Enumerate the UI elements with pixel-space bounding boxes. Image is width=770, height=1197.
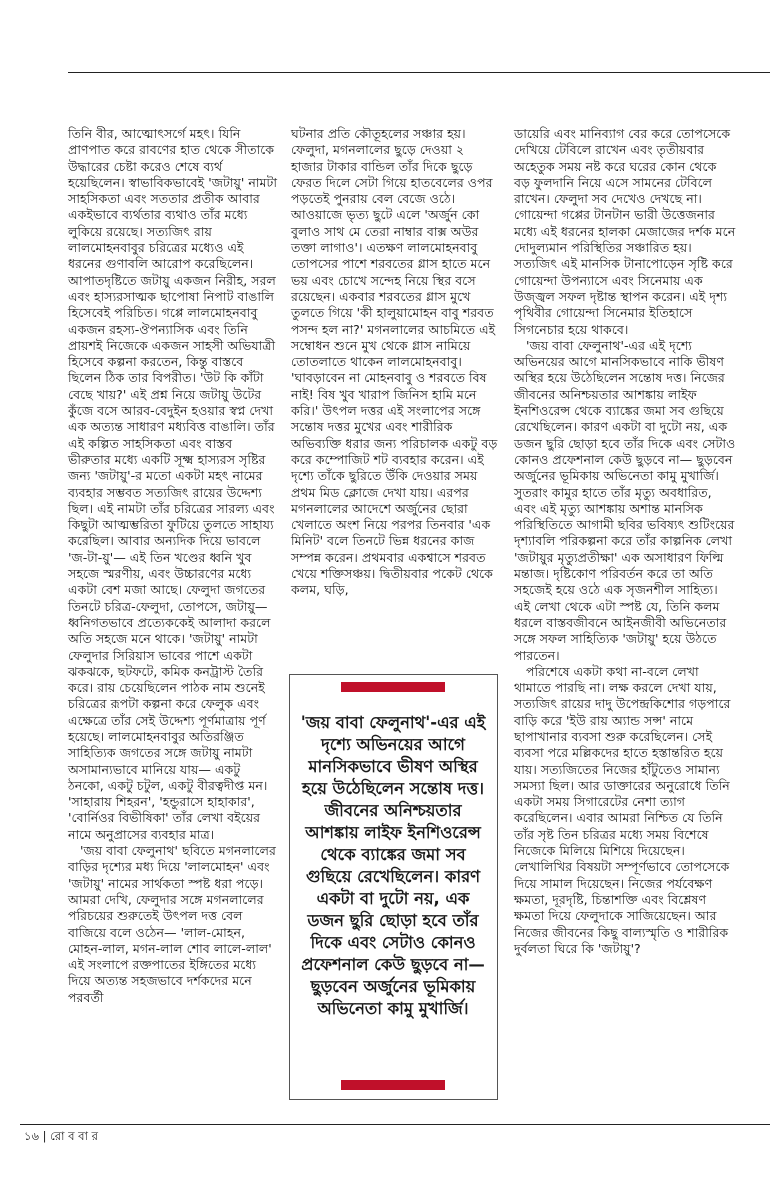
pullquote-bottom-bar	[341, 1080, 445, 1090]
article-column-1	[68, 126, 278, 1006]
col3-paragraph-1: ডায়েরি এবং মানিব্যাগ বের করে তোপসেকে দেখিয়ে টেবিলে রাখেন এবং তৃতীয়বার অহেতুক সময় নষ্ট করে ঘরের কোন থেকে বড় ফুলদানি নিয়ে এসে সামনের টেবিলে রাখেন। ফেলুদা সব দেখেও দেখছে না। গোয়েন্দা গপ্পের টানটান ভারী উত্তেজনার মধ্যে এই ধরনের হালকা মেজাজের দর্শক মনে দোদুল্যমান পরিস্থিতির সঞ্চারিত হয়। সত্যজিৎ এই মানসিক টানাপোড়েন সৃষ্টি করে গোয়েন্দা উপন্যাসে এবং সিনেমায় এক উজ্জ্বল সফল দৃষ্টান্ত স্থাপন করেন। এই দৃশ্য পৃথিবীর গোয়েন্দা সিনেমার ইতিহাসে সিগনেচার হয়ে থাকবে।	[514, 126, 736, 337]
page-number: ১৬	[24, 1129, 39, 1143]
page-footer	[24, 1128, 98, 1147]
pullquote-text: 'জয় বাবা ফেলুনাথ'-এর এই দৃশ্যে অভিনয়ের আগে মানসিকভাবে ভীষণ অস্থির হয়ে উঠেছিলেন সন্তোষ দত্ত। জীবনের অনিশ্চয়তার আশঙ্কায় লাইফ ইনশিওরেন্স থেকে ব্যাঙ্কের জমা সব গুছিয়ে রেখেছিলেন। কারণ একটা বা দুটো নয়, এক ডজন ছুরি ছোড়া হবে তাঁর দিকে এবং সেটাও কোনও প্রফেশনাল কেউ ছুড়বে না— ছুড়বেন অর্জুনের ভূমিকায় অভিনেতা কামু মুখার্জি।	[300, 713, 486, 1018]
col1-paragraph-2: 'জয় বাবা ফেলুনাথ' ছবিতে মগনলালের বাড়ির দৃশ্যের মধ্য দিয়ে 'লালমোহন' এবং 'জটায়ু' নামের সার্থকতা স্পষ্ট ধরা পড়ে। আমরা দেখি, ফেলুদার সঙ্গে মগনলালের পরিচয়ের শুরুতেই উৎপল দত্ত বেল বাজিয়ে বলে ওঠেন— 'লাল-মোহন, মোহন-লাল, মগন-লাল শোব লালে-লাল' এই সংলাপে রক্তপাতের ইঙ্গিতের মধ্যে দিয়ে অত্যন্ত সহজভাবে দর্শকদের মনে পরবর্তী	[68, 843, 276, 1005]
col3-paragraph-3: পরিশেষে একটা কথা না-বলে লেখা থামাতে পারছি না। লক্ষ করলে দেখা যায়, সত্যজিৎ রায়ের দাদু উপেন্দ্রকিশোর গড়পারে বাড়ি করে 'ইউ রায় অ্যান্ড সন্স' নামে ছাপাখানার ব্যবসা শুরু করেছিলেন। সেই ব্যবসা পরে মল্লিকদের হাতে হস্তান্তরিত হয়ে যায়। সত্যজিতের নিজের হাঁটুতেও সামান্য সমস্যা ছিল। আর ডাক্তারের অনুরোধে তিনি একটা সময় সিগারেটের নেশা ত্যাগ করেছিলেন। এবার আমরা নিশ্চিত যে তিনি তাঁর সৃষ্ট তিন চরিত্রর মধ্যে সময় বিশেষে নিজেকে মিলিয়ে মিশিয়ে দিয়েছেন। লেখালিখির বিষয়টা সম্পূর্ণভাবে তোপসেকে দিয়ে সামাল দিয়েছেন। নিজের পর্যবেক্ষণ ক্ষমতা, দূরদৃষ্টি, চিন্তাশক্তি এবং বিশ্লেষণ ক্ষমতা দিয়ে ফেলুদাকে সাজিয়েছেন। আর নিজের জীবনের কিছু বাল্যস্মৃতি ও শারীরিক দুর্বলতা ঘিরে কি 'জটায়ু'?	[514, 663, 731, 956]
magazine-name: রো ব বা র	[50, 1129, 98, 1143]
col2-paragraph-1: ঘটনার প্রতি কৌতূহলের সঞ্চার হয়। ফেলুদা, মগনলালের ছুড়ে দেওয়া ২ হাজার টাকার বান্ডিল তাঁর দিকে ছুড়ে ফেরত দিলে সেটা গিয়ে হাতবেলের ওপর পড়তেই পুনরায় বেল বেজে ওঠে। আওয়াজে ভৃত্য ছুটে এলে 'অর্জুন কো বুলাও সাথ মে তেরা নাম্বার বাক্স অউর তক্তা লাগাও'। এতক্ষণ লালমোহনবাবু তোপসের পাশে শরবতের গ্লাস হাতে মনে ভয় এবং চোখে সন্দেহ নিয়ে স্থির বসে রয়েছেন। একবার শরবতের গ্লাস মুখে তুলতে গিয়ে 'কী হালুয়ামোহন বাবু শরবত পসন্দ হল না?' মগনলালের আচমিতে এই সম্বোধন শুনে মুখ থেকে গ্লাস নামিয়ে তোতলাতে থাকেন লালমোহনবাবু। 'ঘাবড়াবেন না মোহনবাবু ও শরবতে বিষ নাই! বিষ খুব খারাপ জিনিস হামি মনে করি।' উৎপল দত্তর এই সংলাপের সঙ্গে সন্তোষ দত্তর মুখের এবং শারীরিক অভিব্যক্তি ধরার জন্য পরিচালক একটু বড় করে কম্পোজিট শট ব্যবহার করেন। এই দৃশ্যে তাঁকে ছুরিতে উঁকি দেওয়ার সময় প্রথম মিড ক্লোজে দেখা যায়। এরপর মগনলালের আদেশে অর্জুনের ছোরা খেলাতে অংশ নিয়ে পরপর তিনবার 'এক মিনিট' বলে তিনটে ভিন্ন ধরনের কাজ সম্পন্ন করেন। প্রথমবার একশ্বাসে শরবত খেয়ে শক্তিসঞ্চয়। দ্বিতীয়বার পকেট থেকে কলম, ঘড়ি,	[291, 126, 498, 598]
col1-paragraph-1: তিনি বীর, আত্মোৎসর্গে মহৎ। যিনি প্রাণপাত করে রাবণের হাত থেকে সীতাকে উদ্ধারের চেষ্টা করেও শেষে ব্যর্থ হয়েছিলেন। স্বাভাবিকভাবেই 'জটায়ু' নামটা সাহসিকতা এবং সততার প্রতীক আবার একইভাবে ব্যর্থতার ব্যথাও তাঁর মধ্যে লুকিয়ে রয়েছে। সত্যজিৎ রায় লালমোহনবাবুর চরিত্রের মধ্যেও এই ধরনের গুণাবলি আরোপ করেছিলেন। আপাতদৃষ্টিতে জটায়ু একজন নিরীহ, সরল এবং হাস্যরসাত্মক ছাপোষা নিপাট বাঙালি হিসেবেই পরিচিত। গপ্পে লালমোহনবাবু একজন রহস্য-ঔপন্যাসিক এবং তিনি প্রায়শই নিজেকে একজন সাহসী অভিযাত্রী হিসেবে কল্পনা করতেন, কিন্তু বাস্তবে ছিলেন ঠিক তার বিপরীত। 'উট কি কাঁটা বেছে খায়?' এই প্রশ্ন নিয়ে জটায়ু উটের কুঁজে বসে আরব-বেদুইন হওয়ার স্বপ্ন দেখা এক অত্যন্ত সাধারণ মধ্যবিত্ত বাঙালি। তাঁর এই কল্পিত সাহসিকতা এবং বাস্তব ভীরুতার মধ্যে একটি সূক্ষ্ম হাস্যরস সৃষ্টির জন্য 'জটায়ু'-র মতো একটা মহৎ নামের ব্যবহার সম্ভবত সত্যজিৎ রায়ের উদ্দেশ্য ছিল। এই নামটা তাঁর চরিত্রের সারল্য এবং কিছুটা আত্মম্ভরিতা ফুটিয়ে তুলতে সাহায্য করেছিল। আবার অন্যদিক দিয়ে ভাবলে 'জ-টা-য়ু'— এই তিন খণ্ডের ধ্বনি খুব সহজে স্মরণীয়, এবং উচ্চারণের মধ্যে একটা বেশ মজা আছে। ফেলুদা জগতের তিনটে চরিত্র-ফেলুদা, তোপসে, জটায়ু— ধ্বনিগতভাবে প্রত্যেককেই আলাদা করলে অতি সহজে মনে থাকে। 'জটায়ু' নামটা ফেলুদার সিরিয়াস ভাবের পাশে একটা ঝকঝকে, ছটফটে, কমিক কনট্রাস্ট তৈরি করে। রায় চেয়েছিলেন পাঠক নাম শুনেই চরিত্রের রূপটা কল্পনা করে ফেলুক এবং এক্ষেত্রে তাঁর সেই উদ্দেশ্য পূর্ণমাত্রায় পূর্ণ হয়েছে। লালমোহনবাবুর অতিরঞ্জিত সাহিত্যিক জগতের সঙ্গে জটায়ু নামটা অসামান্যভাবে মানিয়ে যায়— একটু ঠনকো, একটু চটুল, একটু বীরত্বদীপ্ত মন। 'সাহারায় শিহরন', 'হন্ডুরাসে হাহাকার', 'বোর্নিওর বিভীষিকা' তাঁর লেখা বইয়ের নামে অনুপ্রাসের ব্যবহার মাত্র।	[68, 126, 278, 842]
pullquote-top-bar	[341, 682, 445, 692]
bottom-rule	[20, 1124, 770, 1125]
footer-separator: |	[42, 1129, 47, 1143]
col3-paragraph-2: 'জয় বাবা ফেলুনাথ'-এর এই দৃশ্যে অভিনয়ের আগে মানসিকভাবে নাকি ভীষণ অস্থির হয়ে উঠেছিলেন সন্তোষ দত্ত। নিজের জীবনের অনিশ্চয়তার আশঙ্কায় লাইফ ইনশিওরেন্স থেকে ব্যাঙ্কের জমা সব গুছিয়ে রেখেছিলেন। কারণ একটা বা দুটো নয়, এক ডজন ছুরি ছোড়া হবে তাঁর দিকে এবং সেটাও কোনও প্রফেশনাল কেউ ছুড়বে না— ছুড়বেন অর্জুনের ভূমিকায় অভিনেতা কামু মুখার্জি। সুতরাং কামুর হাতে তাঁর মৃত্যু অবধারিত, এবং এই মৃত্যু আশঙ্কায় অশান্ত মানসিক পরিস্থিতিতে আগামী ছবির ভবিষ্যৎ শুটিংয়ের দৃশ্যাবলি পরিকল্পনা করে তাঁর কাল্পনিক লেখা 'জটায়ুর মৃত্যুপ্রতীক্ষা' এক অসাধারণ ফিল্মি মন্তাজ। দৃষ্টিকোণ পরিবর্তন করে তা অতি সহজেই হয়ে ওঠে এক সৃজনশীল সাহিত্য। এই লেখা থেকে এটা স্পষ্ট যে, তিনি কলম ধরলে বাস্তবজীবনে আইনজীবী অভিনেতার সঙ্গে সফল সাহিত্যিক 'জটায়ু' হয়ে উঠতে পারতেন।	[514, 337, 736, 663]
top-rule	[68, 72, 770, 73]
article-column-2	[291, 126, 499, 599]
article-column-3	[514, 126, 736, 957]
